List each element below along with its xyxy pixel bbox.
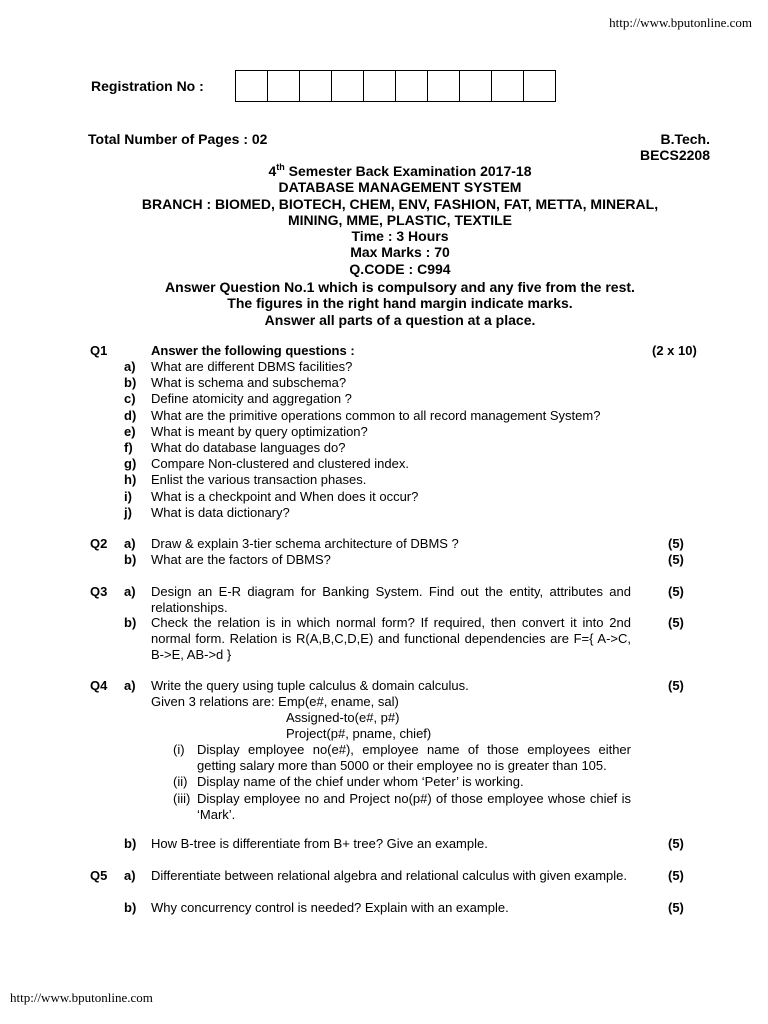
registration-row bbox=[91, 70, 556, 101]
q1-item-text: Define atomicity and aggregation ? bbox=[151, 391, 352, 407]
q4a-part-text: Display employee no and Project no(p#) of those employee whose chief is ‘Mark’. bbox=[197, 790, 631, 822]
header-url: http://www.bputonline.com bbox=[609, 15, 752, 30]
q2b-text: What are the factors of DBMS? bbox=[151, 552, 331, 567]
q4a-part-text: Display employee no(e#), employee name of those employees either getting salary more than 5000 or their employee no is greater than 105. bbox=[197, 742, 631, 774]
q3-number: Q3 bbox=[90, 584, 108, 599]
registration-digit-box[interactable] bbox=[236, 71, 268, 101]
registration-digit-box[interactable] bbox=[268, 71, 300, 101]
q1-item-text: Compare Non-clustered and clustered index. bbox=[151, 456, 409, 472]
footer-url: http://www.bputonline.com bbox=[10, 990, 153, 1005]
q4a-part-number: (ii) bbox=[173, 774, 188, 790]
instruction-2: The figures in the right hand margin indicate marks. bbox=[227, 295, 573, 312]
q4a-part-text: Display name of the chief under whom ‘Peter’ is working. bbox=[197, 774, 524, 790]
instruction-1: Answer Question No.1 which is compulsory and any five from the rest. bbox=[165, 279, 635, 296]
registration-digit-box[interactable] bbox=[428, 71, 460, 101]
registration-digit-box[interactable] bbox=[364, 71, 396, 101]
q4a-part bbox=[173, 791, 631, 823]
q1-item-label: f) bbox=[124, 440, 133, 455]
course-info bbox=[640, 131, 710, 163]
registration-digit-box[interactable] bbox=[300, 71, 332, 101]
q1-item-text: What do database languages do? bbox=[151, 440, 346, 455]
q1-item-label: a) bbox=[124, 359, 136, 374]
q3a-text: Design an E-R diagram for Banking System. Find out the entity, attributes and relationships. bbox=[151, 584, 631, 616]
q4a-part bbox=[173, 774, 631, 790]
q2a-label: a) bbox=[124, 536, 136, 551]
q4a-relation-2: Assigned-to(e#, p#) bbox=[286, 710, 400, 725]
q1-item-text: What are different DBMS facilities? bbox=[151, 359, 353, 374]
course-code: BECS2208 bbox=[639, 147, 710, 163]
semester-line: 4th Semester Back Examination 2017-18 bbox=[268, 162, 532, 179]
q1-item-label: e) bbox=[124, 423, 136, 439]
q4a-part bbox=[173, 742, 631, 774]
branch-line-1: BRANCH : BIOMED, BIOTECH, CHEM, ENV, FASHION, FAT, METTA, MINERAL, bbox=[141, 195, 659, 212]
q4a-part-number: (i) bbox=[173, 742, 185, 757]
q4a-parts bbox=[173, 742, 631, 823]
q2b-marks: (5) bbox=[668, 552, 684, 567]
registration-digit-box[interactable] bbox=[332, 71, 364, 101]
q3a-marks: (5) bbox=[668, 584, 684, 599]
q5b-label: b) bbox=[124, 900, 137, 915]
q4-number: Q4 bbox=[90, 678, 108, 693]
q1-item-label: c) bbox=[124, 391, 136, 407]
registration-digit-box[interactable] bbox=[524, 71, 556, 101]
q1-item-label: i) bbox=[124, 488, 132, 504]
q1-item-label: h) bbox=[124, 472, 137, 488]
q1-item-text: What is meant by query optimization? bbox=[151, 423, 368, 439]
q1-number: Q1 bbox=[90, 343, 108, 358]
q1-item-text: Enlist the various transaction phases. bbox=[151, 472, 367, 488]
q1-item-label: d) bbox=[124, 407, 137, 423]
q1-item-text: What is schema and subschema? bbox=[151, 375, 347, 391]
q4b-text: How B-tree is differentiate from B+ tree? Give an example. bbox=[151, 836, 488, 851]
q1-item-text: What are the primitive operations common to all record management System? bbox=[151, 407, 601, 423]
q3b-marks: (5) bbox=[668, 615, 684, 630]
subject-title: DATABASE MANAGEMENT SYSTEM bbox=[278, 179, 522, 196]
q5a-text: Differentiate between relational algebra and relational calculus with given example. bbox=[151, 868, 627, 883]
q1-item-text: What is a checkpoint and When does it occur? bbox=[151, 488, 419, 504]
q5a-label: a) bbox=[124, 868, 136, 883]
q1-heading: Answer the following questions : bbox=[151, 343, 355, 358]
registration-digit-box[interactable] bbox=[396, 71, 428, 101]
q3a-label: a) bbox=[124, 584, 136, 599]
q4b-label: b) bbox=[124, 836, 137, 851]
q2a-text: Draw & explain 3-tier schema architecture of DBMS ? bbox=[151, 536, 459, 551]
q2a-marks: (5) bbox=[668, 536, 684, 551]
q4a-part-number: (iii) bbox=[173, 790, 191, 806]
q4a-relation-3: Project(p#, pname, chief) bbox=[286, 726, 432, 741]
degree: B.Tech. bbox=[660, 131, 710, 147]
total-pages: Total Number of Pages : 02 bbox=[88, 131, 268, 147]
branch-line-2: MINING, MME, PLASTIC, TEXTILE bbox=[288, 211, 512, 228]
registration-label: Registration No : bbox=[91, 77, 204, 94]
registration-digit-box[interactable] bbox=[460, 71, 492, 101]
q2b-label: b) bbox=[124, 552, 137, 567]
q4a-given: Given 3 relations are: Emp(e#, ename, sal) bbox=[151, 694, 399, 709]
q2-number: Q2 bbox=[90, 536, 108, 551]
qcode: Q.CODE : C994 bbox=[349, 260, 451, 277]
q1-item-label: j) bbox=[124, 504, 132, 520]
q1-item-text: What is data dictionary? bbox=[151, 504, 290, 520]
time: Time : 3 Hours bbox=[351, 228, 449, 245]
q1-item-label: b) bbox=[124, 375, 137, 391]
q3b-text: Check the relation is in which normal form? If required, then convert it into 2nd normal form. Relation is R(A,B,C,D,E) and functional dependencies are F={ A->C, B->E, AB->d } bbox=[151, 615, 631, 663]
q5b-marks: (5) bbox=[668, 900, 684, 915]
instruction-3: Answer all parts of a question at a place. bbox=[264, 311, 536, 328]
q1-marks: (2 x 10) bbox=[652, 343, 697, 358]
max-marks: Max Marks : 70 bbox=[350, 244, 450, 261]
q4a-label: a) bbox=[124, 678, 136, 693]
exam-heading bbox=[100, 163, 700, 328]
registration-boxes bbox=[235, 70, 556, 102]
q5a-marks: (5) bbox=[668, 868, 684, 883]
registration-digit-box[interactable] bbox=[492, 71, 524, 101]
q5b-text: Why concurrency control is needed? Explain with an example. bbox=[151, 900, 509, 915]
q1-item-label: g) bbox=[124, 456, 137, 472]
q4b-marks: (5) bbox=[668, 836, 684, 851]
q3b-label: b) bbox=[124, 615, 137, 630]
q5-number: Q5 bbox=[90, 868, 108, 883]
q4a-text: Write the query using tuple calculus & domain calculus. bbox=[151, 678, 469, 693]
q4a-marks: (5) bbox=[668, 678, 684, 693]
